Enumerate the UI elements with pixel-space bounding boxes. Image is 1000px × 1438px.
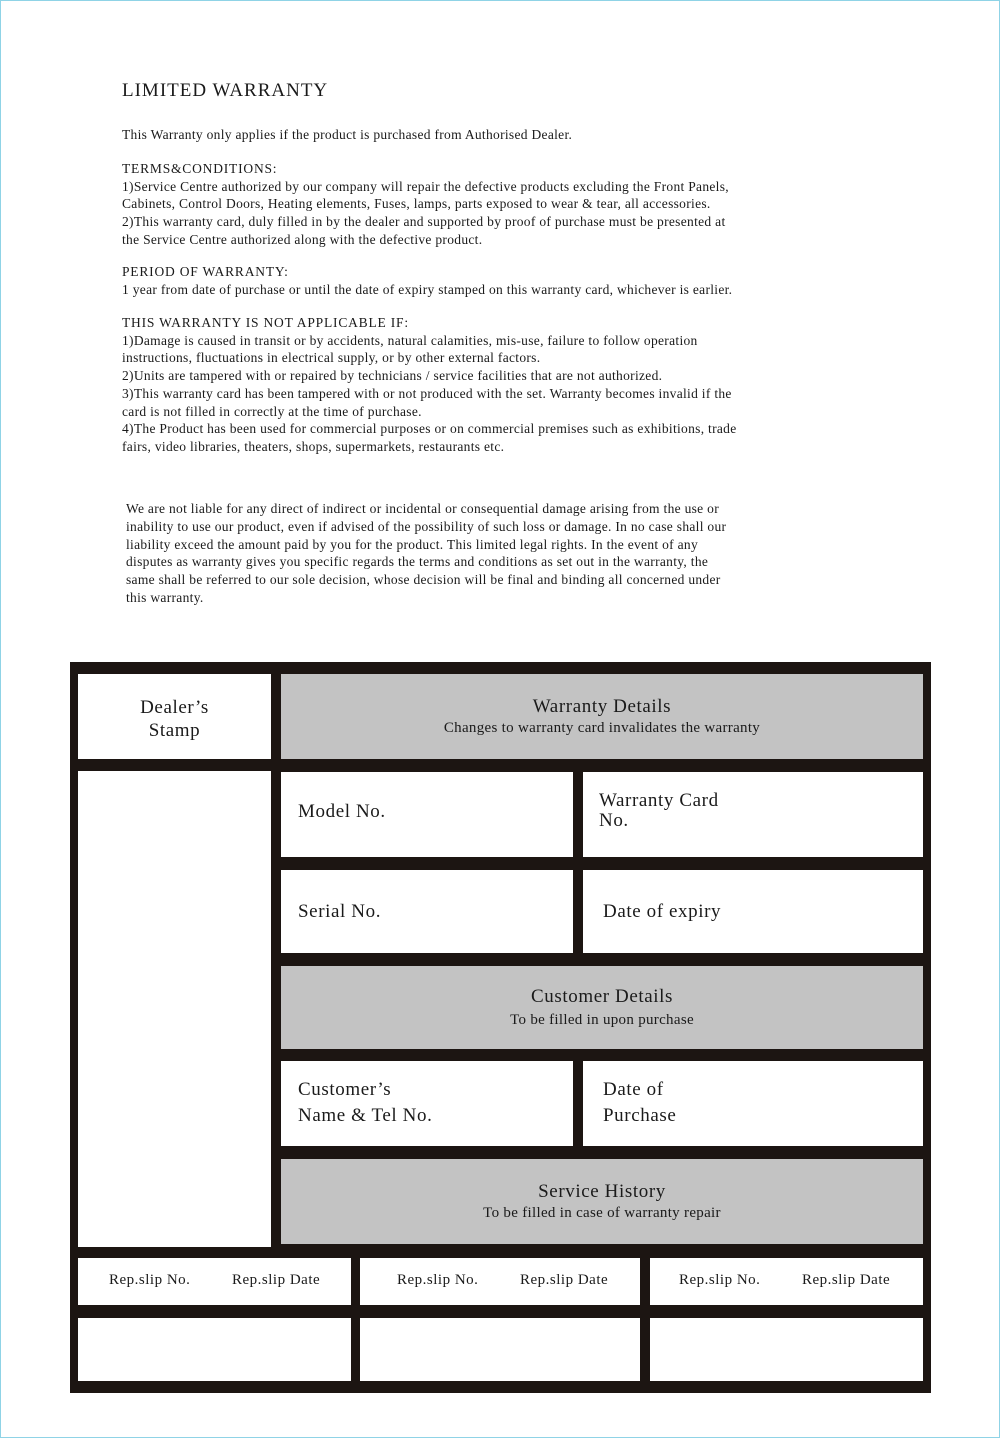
terms-line: Cabinets, Control Doors, Heating elements, Fuses, lamps, parts exposed to wear & tear, all accessories. xyxy=(122,196,711,212)
customer-details-title: Customer Details xyxy=(530,986,674,1007)
customer-name-field[interactable] xyxy=(281,1061,573,1146)
rep-slip-entry-2[interactable] xyxy=(360,1318,640,1381)
not-applicable-section xyxy=(122,314,882,456)
customer-name-label: Customer’s xyxy=(298,1079,392,1100)
rep-slip-no-label: Rep.slip No. xyxy=(397,1272,479,1288)
date-of-expiry-label: Date of expiry xyxy=(603,901,722,922)
service-history-header xyxy=(281,1159,923,1244)
rep-slip-no-label: Rep.slip No. xyxy=(109,1272,191,1288)
rep-slip-header-1 xyxy=(78,1258,351,1305)
rep-slip-no-label: Rep.slip No. xyxy=(679,1272,761,1288)
not-applicable-line: 3)This warranty card has been tampered with or not produced with the set. Warranty becomes invalid if the xyxy=(122,385,732,401)
rep-slip-entry-3[interactable] xyxy=(650,1318,923,1381)
service-history-subtitle: To be filled in case of warranty repair xyxy=(483,1205,721,1221)
date-of-expiry-field[interactable] xyxy=(583,870,923,953)
date-of-purchase-label: Date of xyxy=(603,1079,664,1100)
model-no-field[interactable] xyxy=(281,772,573,857)
dealer-stamp-label: Stamp xyxy=(148,720,201,741)
terms-section xyxy=(122,160,882,249)
warranty-details-header xyxy=(281,674,923,759)
not-applicable-heading: THIS WARRANTY IS NOT APPLICABLE IF: xyxy=(122,315,409,330)
rep-slip-header-2 xyxy=(360,1258,640,1305)
customer-details-header xyxy=(281,966,923,1049)
dealer-stamp-label-cell xyxy=(78,674,271,759)
date-of-purchase-label: Purchase xyxy=(603,1105,677,1126)
liability-line: same shall be referred to our sole decision, whose decision will be final and binding all concerned under xyxy=(126,572,721,588)
liability-line: disputes as warranty gives you specific regards the terms and conditions as set out in the warranty, the xyxy=(126,554,709,570)
rep-slip-date-label: Rep.slip Date xyxy=(802,1272,891,1288)
intro-text: This Warranty only applies if the product is purchased from Authorised Dealer. xyxy=(122,127,573,142)
terms-line: the Service Centre authorized along with the defective product. xyxy=(122,231,483,247)
dealer-stamp-label: Dealer’s xyxy=(140,697,209,718)
period-line: 1 year from date of purchase or until the date of expiry stamped on this warranty card, whichever is earlier. xyxy=(122,281,733,297)
rep-slip-entry-1[interactable] xyxy=(78,1318,351,1381)
liability-line: We are not liable for any direct of indirect or incidental or consequential damage arising from the use or xyxy=(126,501,719,516)
warranty-card-no-field[interactable] xyxy=(583,772,923,857)
rep-slip-date-label: Rep.slip Date xyxy=(520,1272,609,1288)
rep-slip-date-label: Rep.slip Date xyxy=(232,1272,321,1288)
terms-line: 2)This warranty card, duly filled in by the dealer and supported by proof of purchase must be presented at xyxy=(122,214,726,230)
terms-line: 1)Service Centre authorized by our company will repair the defective products excluding the Front Panels, xyxy=(122,178,729,194)
serial-no-label: Serial No. xyxy=(298,901,382,922)
terms-heading: TERMS&CONDITIONS: xyxy=(122,161,278,176)
warranty-details-subtitle: Changes to warranty card invalidates the warranty xyxy=(443,720,761,736)
warranty-card-no-label: No. xyxy=(599,810,629,831)
serial-no-field[interactable] xyxy=(281,870,573,953)
not-applicable-line: 1)Damage is caused in transit or by accidents, natural calamities, mis-use, failure to follow operation xyxy=(122,332,698,348)
not-applicable-line: fairs, video libraries, theaters, shops, supermarkets, restaurants etc. xyxy=(122,438,505,454)
document-title: LIMITED WARRANTY xyxy=(122,80,329,101)
warranty-card-form xyxy=(70,662,931,1393)
liability-paragraph xyxy=(126,500,866,607)
service-history-title: Service History xyxy=(538,1181,666,1202)
rep-slip-header-3 xyxy=(650,1258,923,1305)
model-no-label: Model No. xyxy=(298,801,386,822)
customer-name-label: Name & Tel No. xyxy=(298,1105,433,1126)
liability-line: this warranty. xyxy=(126,589,204,605)
warranty-details-title: Warranty Details xyxy=(532,696,672,717)
not-applicable-line: 2)Units are tampered with or repaired by technicians / service facilities that are not authorized. xyxy=(122,368,663,384)
not-applicable-line: 4)The Product has been used for commercial purposes or on commercial premises such as exhibitions, trade xyxy=(122,421,737,437)
period-section xyxy=(122,263,882,298)
period-heading: PERIOD OF WARRANTY: xyxy=(122,264,289,279)
not-applicable-line: instructions, fluctuations in electrical supply, or by other external factors. xyxy=(122,350,541,366)
date-of-purchase-field[interactable] xyxy=(583,1061,923,1146)
warranty-card-no-label: Warranty Card xyxy=(599,790,719,811)
liability-line: inability to use our product, even if advised of the possibility of such loss or damage. In no case shall our xyxy=(126,518,727,534)
not-applicable-line: card is not filled in correctly at the time of purchase. xyxy=(122,403,422,419)
dealer-stamp-area[interactable] xyxy=(78,771,271,1247)
customer-details-subtitle: To be filled in upon purchase xyxy=(510,1012,694,1028)
liability-line: liability exceed the amount paid by you for the product. This limited legal rights. In the event of any xyxy=(126,536,699,552)
